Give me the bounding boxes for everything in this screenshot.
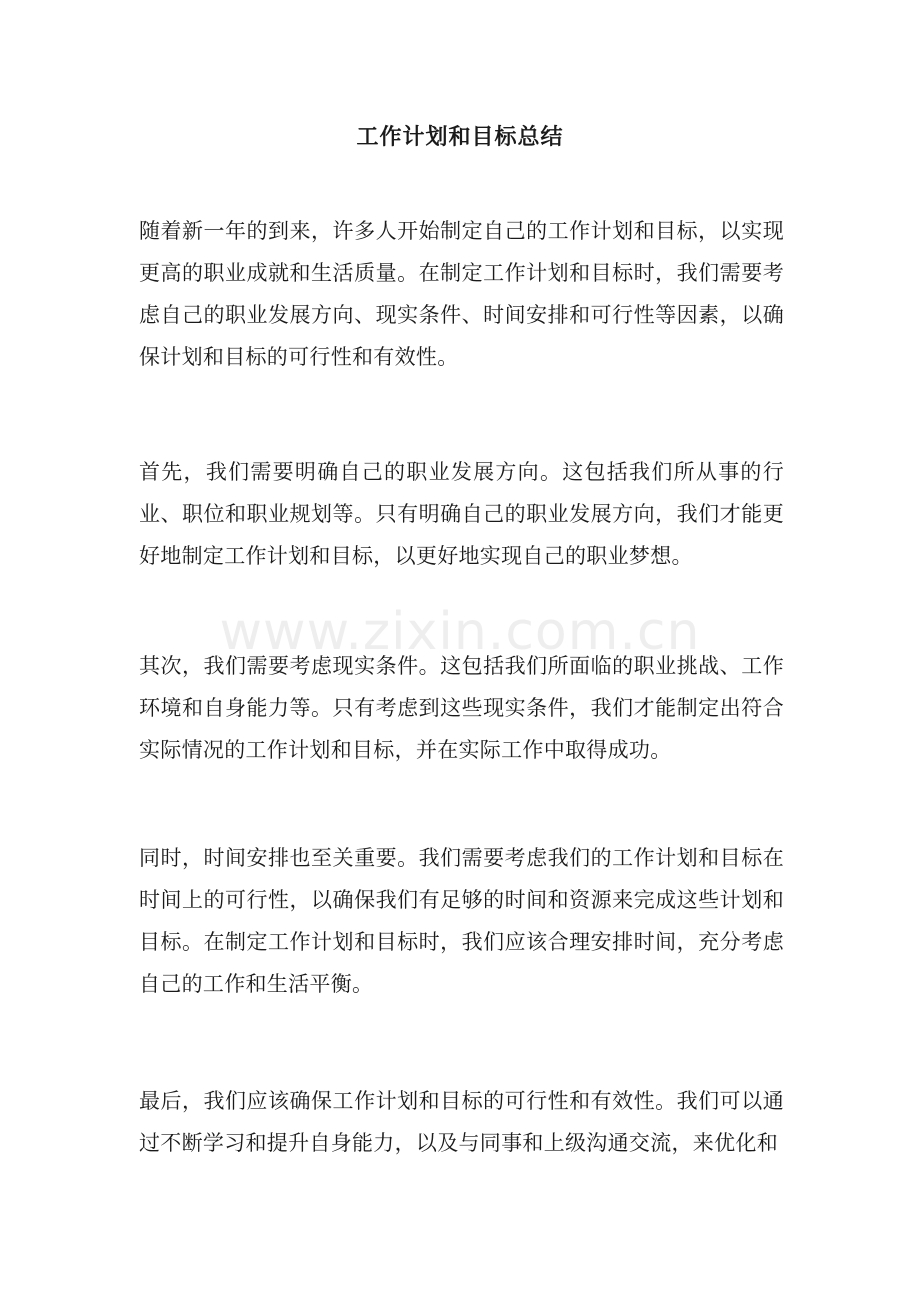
paragraph-3: 其次，我们需要考虑现实条件。这包括我们所面临的职业挑战、工作环境和自身能力等。只有考虑到这些现实条件，我们才能制定出符合实际情况的工作计划和目标，并在实际工作中取得成功。 — [139, 654, 784, 762]
document-title: 工作计划和目标总结 — [356, 125, 564, 150]
paragraph-5: 最后，我们应该确保工作计划和目标的可行性和有效性。我们可以通过不断学习和提升自身能力，以及与同事和上级沟通交流，来优化和 — [139, 1089, 784, 1155]
paragraph-2: 首先，我们需要明确自己的职业发展方向。这包括我们所从事的行业、职位和职业规划等。只有明确自己的职业发展方向，我们才能更好地制定工作计划和目标，以更好地实现自己的职业梦想。 — [139, 460, 784, 568]
watermark: www.zixin.com.cn — [219, 602, 701, 662]
paragraph-1: 随着新一年的到来，许多人开始制定自己的工作计划和目标，以实现更高的职业成就和生活质量。在制定工作计划和目标时，我们需要考虑自己的职业发展方向、现实条件、时间安排和可行性等因素，以确保计划和目标的可行性和有效性。 — [139, 219, 784, 369]
paragraph-4: 同时，时间安排也至关重要。我们需要考虑我们的工作计划和目标在时间上的可行性，以确保我们有足够的时间和资源来完成这些计划和目标。在制定工作计划和目标时，我们应该合理安排时间，充分考虑自己的工作和生活平衡。 — [139, 846, 784, 996]
